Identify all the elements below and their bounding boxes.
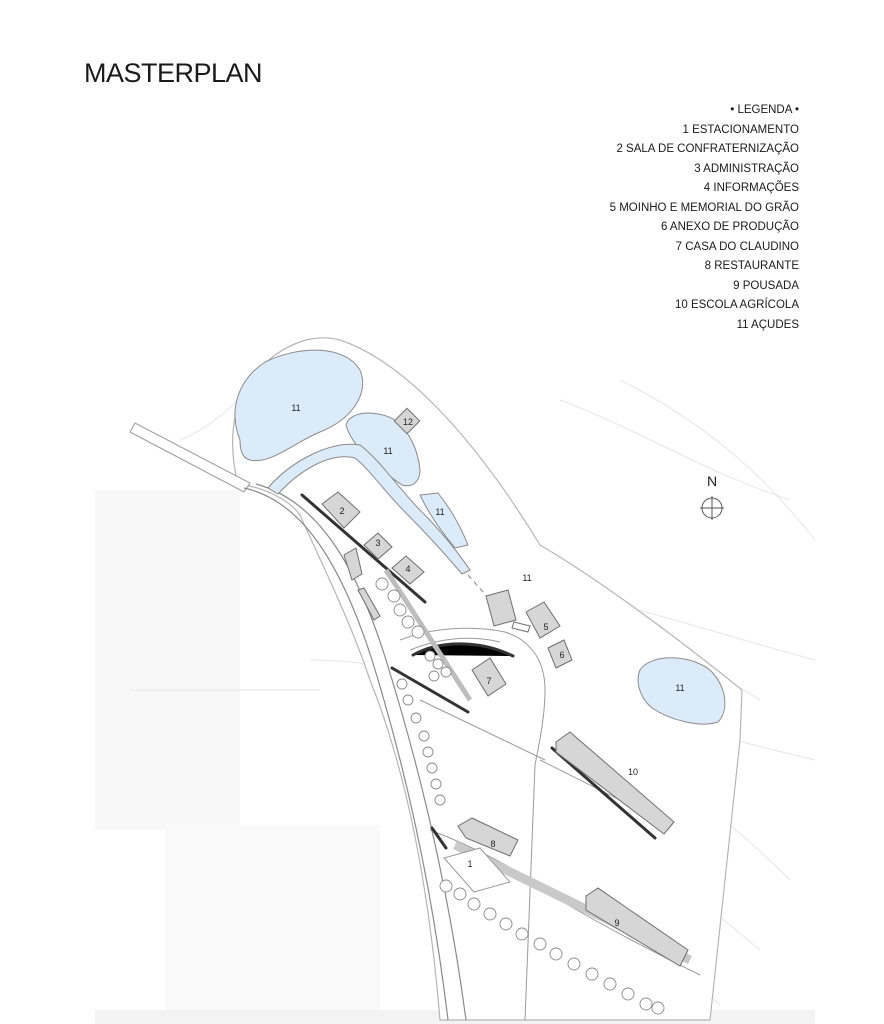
background-block [165,825,380,1020]
label-area-11: 11 [522,573,532,583]
legend-item: 8 RESTAURANTE [704,260,799,272]
label-building-10: 10 [627,767,639,777]
page-title: MASTERPLAN [84,58,263,88]
label-pond: 11 [291,403,301,413]
label-building-9: 9 [614,918,620,928]
label-building-12: 12 [402,417,414,427]
legend-item: 6 ANEXO DE PRODUÇÃO [660,221,799,233]
label-building-6: 6 [559,650,565,660]
legend-item: 7 CASA DO CLAUDINO [675,240,799,253]
legend-item: 2 SALA DE CONFRATERNIZAÇÃO [616,143,799,155]
background-block [95,490,240,830]
access-road [130,423,250,492]
label-pond: 11 [675,683,685,693]
label-building-3: 3 [375,538,381,548]
legend-item: 10 ESCOLA AGRÍCOLA [674,299,799,311]
label-building-4: 4 [405,564,411,574]
label-pond: 11 [435,507,445,517]
label-building-8: 8 [490,839,496,849]
legend-item: 5 MOINHO E MEMORIAL DO GRÃO [609,201,799,214]
legend-item: 3 ADMINISTRAÇÃO [694,162,799,175]
legend-item: 11 AÇUDES [736,318,799,331]
label-pond: 11 [383,446,393,456]
legend-item: 1 ESTACIONAMENTO [682,123,799,136]
legend-item: 4 INFORMAÇÕES [703,182,799,194]
label-building-2: 2 [339,506,345,516]
label-parking-1: 1 [467,859,473,869]
label-building-5: 5 [543,622,549,632]
legend-item: 9 POUSADA [733,279,799,292]
label-building-7: 7 [486,676,492,686]
north-arrow-icon [700,496,724,520]
legend-heading: • LEGENDA • [730,104,799,116]
north-label: N [706,473,718,489]
